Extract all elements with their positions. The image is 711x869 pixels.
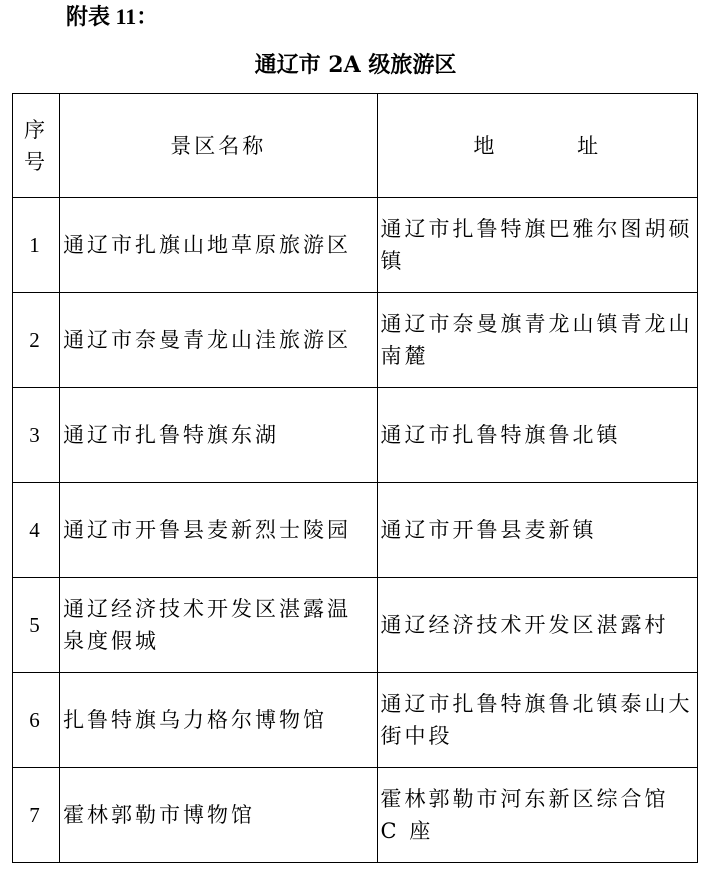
scenic-area-table — [12, 93, 698, 863]
scenic-address: 通辽经济技术开发区湛露村 — [377, 578, 697, 673]
scenic-name: 霍林郭勒市博物馆 — [60, 768, 377, 863]
scenic-name: 通辽经济技术开发区湛露温泉度假城 — [60, 578, 377, 673]
row-number: 2 — [13, 293, 60, 388]
header-address: 地 址 — [377, 94, 697, 198]
table-row — [13, 483, 698, 578]
row-number: 6 — [13, 673, 60, 768]
table-row — [13, 388, 698, 483]
scenic-name: 扎鲁特旗乌力格尔博物馆 — [60, 673, 377, 768]
table-header-row — [13, 94, 698, 198]
row-number: 5 — [13, 578, 60, 673]
scenic-name: 通辽市扎鲁特旗东湖 — [60, 388, 377, 483]
table-row — [13, 198, 698, 293]
scenic-name: 通辽市奈曼青龙山洼旅游区 — [60, 293, 377, 388]
scenic-address: 通辽市奈曼旗青龙山镇青龙山南麓 — [377, 293, 697, 388]
header-number-line1: 序 — [24, 117, 49, 142]
header-scenic-name: 景区名称 — [60, 94, 377, 198]
scenic-address: 霍林郭勒市河东新区综合馆 C 座 — [377, 768, 697, 863]
scenic-address: 通辽市扎鲁特旗鲁北镇 — [377, 388, 697, 483]
annex-label: 附表 11： — [66, 4, 159, 29]
scenic-address: 通辽市扎鲁特旗鲁北镇泰山大街中段 — [377, 673, 697, 768]
header-number — [13, 94, 60, 198]
scenic-name: 通辽市开鲁县麦新烈士陵园 — [60, 483, 377, 578]
table-row — [13, 578, 698, 673]
header-number-line2: 号 — [24, 149, 49, 174]
table-row — [13, 293, 698, 388]
table-row — [13, 768, 698, 863]
scenic-address: 通辽市开鲁县麦新镇 — [377, 483, 697, 578]
row-number: 1 — [13, 198, 60, 293]
scenic-address: 通辽市扎鲁特旗巴雅尔图胡硕镇 — [377, 198, 697, 293]
document-title: 通辽市 2A 级旅游区 — [254, 52, 457, 78]
row-number: 7 — [13, 768, 60, 863]
scenic-name: 通辽市扎旗山地草原旅游区 — [60, 198, 377, 293]
table-row — [13, 673, 698, 768]
row-number: 4 — [13, 483, 60, 578]
row-number: 3 — [13, 388, 60, 483]
